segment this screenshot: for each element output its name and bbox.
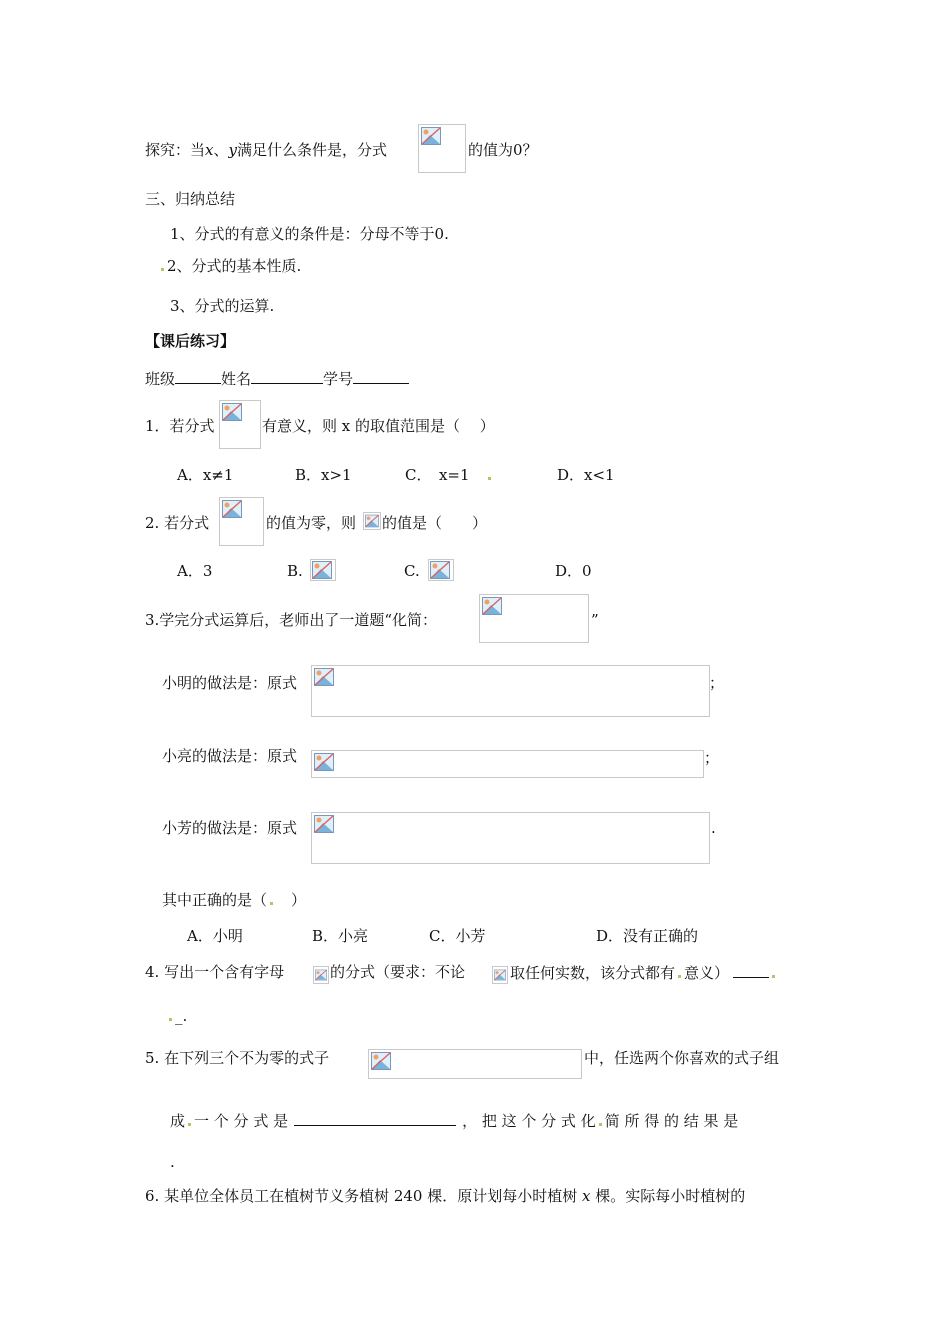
q5-line2 xyxy=(170,1110,738,1131)
broken-image-icon xyxy=(314,668,334,686)
broken-image-icon xyxy=(494,969,506,981)
q4-answer-blank[interactable] xyxy=(733,962,769,978)
q3-fang-end: . xyxy=(711,819,716,837)
broken-image-icon xyxy=(222,403,242,421)
q5-part1: 5. 在下列三个不为零的式子 xyxy=(145,1049,330,1067)
q5-fraction-blank[interactable] xyxy=(294,1110,456,1126)
summary-heading: 三、归纳总结 xyxy=(145,190,236,208)
q4-part3-line xyxy=(510,962,778,983)
broken-image-icon xyxy=(312,561,332,579)
q3-option-a[interactable]: A．小明 xyxy=(187,927,243,945)
explore-line xyxy=(145,140,387,160)
marker-dot xyxy=(599,1123,602,1126)
fraction-image xyxy=(418,124,466,173)
q3-liang-label: 小亮的做法是：原式 xyxy=(162,747,298,765)
explore-lead: 探究：当 xyxy=(145,141,206,159)
q2-variable-image xyxy=(363,512,381,530)
marker-dot xyxy=(169,1018,172,1021)
q1-fraction-image xyxy=(219,400,261,449)
separator: 、 xyxy=(213,141,229,159)
q1-prefix: 1．若分式 xyxy=(145,417,215,435)
q2-option-c[interactable]: C. xyxy=(404,562,420,580)
broken-image-icon xyxy=(430,561,450,579)
q2-fraction-image xyxy=(219,497,264,546)
q4-letter-image-2 xyxy=(492,966,508,984)
broken-image-icon xyxy=(314,815,334,833)
q2-option-c-image xyxy=(428,559,454,581)
q5-line3: . xyxy=(170,1153,175,1171)
name-label: 姓名 xyxy=(221,370,252,388)
q6-part2: 棵。实际每小时植树的 xyxy=(595,1187,746,1205)
class-label: 班级 xyxy=(145,370,176,388)
q5-expressions-image xyxy=(368,1049,582,1079)
summary-item-1: 1、分式的有意义的条件是：分母不等于0. xyxy=(170,225,449,243)
broken-image-icon xyxy=(371,1052,391,1070)
q5-line2c: ， 把 这 个 分 式 化 xyxy=(462,1112,596,1130)
q4-cont-line xyxy=(166,1006,187,1026)
marker-dot xyxy=(188,1123,191,1126)
id-blank[interactable] xyxy=(353,368,409,384)
q3-stem: 3.学完分式运算后，老师出了一道题“化简： xyxy=(145,611,437,629)
q4-part1: 4. 写出一个含有字母 xyxy=(145,963,285,981)
q2-suffix: 的值是（ ） xyxy=(382,514,488,532)
summary-item-2: 2、分式的基本性质. xyxy=(167,257,302,275)
q4-part4: 意义） xyxy=(684,964,730,982)
q3-which-line xyxy=(162,890,306,910)
q4-part2: 的分式（要求：不论 xyxy=(330,963,466,981)
practice-heading: 【课后练习】 xyxy=(145,332,236,350)
explore-tail: 的值为0？ xyxy=(468,141,538,159)
q4-cont: _. xyxy=(175,1007,188,1025)
q4-letter-image xyxy=(313,966,329,984)
q3-ming-work-image xyxy=(311,665,710,717)
q3-ming-label: 小明的做法是：原式 xyxy=(162,674,298,692)
broken-image-icon xyxy=(315,969,327,981)
broken-image-icon xyxy=(222,500,242,518)
q2-option-b-image xyxy=(310,559,336,581)
q2-middle: 的值为零，则 xyxy=(266,514,357,532)
q3-ming-end: ； xyxy=(709,674,725,692)
q1-option-b[interactable]: B．x>1 xyxy=(295,466,352,484)
q5-line2b: 一 个 分 式 是 xyxy=(194,1112,289,1130)
summary-item-2-line xyxy=(158,256,301,276)
marker-dot xyxy=(488,477,491,480)
q2-prefix: 2. 若分式 xyxy=(145,514,210,532)
q3-fang-label: 小芳的做法是：原式 xyxy=(162,819,298,837)
marker-dot-wrap xyxy=(485,465,494,485)
var-x: x xyxy=(205,141,214,159)
q3-option-d[interactable]: D．没有正确的 xyxy=(596,927,699,945)
broken-image-icon xyxy=(314,753,334,771)
q3-which-end: ） xyxy=(276,891,307,909)
q3-liang-work-image xyxy=(311,750,704,778)
q5-part2: 中，任选两个你喜欢的式子组 xyxy=(584,1049,780,1067)
var-y: y xyxy=(228,141,237,159)
q3-stem-end: ” xyxy=(591,611,599,629)
class-blank[interactable] xyxy=(175,368,221,384)
q2-option-b[interactable]: B. xyxy=(287,562,303,580)
q2-option-d[interactable]: D．0 xyxy=(555,562,592,580)
name-blank[interactable] xyxy=(251,368,323,384)
q3-expression-image xyxy=(479,594,589,643)
marker-dot xyxy=(161,268,164,271)
marker-dot xyxy=(270,902,273,905)
q4-part3: 取任何实数，该分式都有 xyxy=(510,964,676,982)
q6-line xyxy=(145,1186,745,1206)
q6-part1: 6. 某单位全体员工在植树节义务植树 240 棵．原计划每小时植树 xyxy=(145,1187,578,1205)
q3-which: 其中正确的是（ xyxy=(162,891,268,909)
q1-option-a[interactable]: A．x≠1 xyxy=(177,466,234,484)
q2-option-a[interactable]: A．3 xyxy=(177,562,213,580)
student-info-line xyxy=(145,368,409,389)
q5-line2d: 简 所 得 的 结 果 是 xyxy=(604,1112,739,1130)
var-x: x xyxy=(582,1187,591,1205)
q3-fang-work-image xyxy=(311,812,710,864)
q1-option-d[interactable]: D．x<1 xyxy=(557,466,615,484)
marker-dot xyxy=(772,975,775,978)
q1-suffix: 有意义，则 x 的取值范围是（ ） xyxy=(262,417,495,435)
broken-image-icon xyxy=(421,127,441,145)
explore-mid: 满足什么条件是，分式 xyxy=(236,141,387,159)
summary-item-3: 3、分式的运算. xyxy=(170,297,275,315)
broken-image-icon xyxy=(482,597,502,615)
q3-option-b[interactable]: B．小亮 xyxy=(312,927,369,945)
q3-option-c[interactable]: C．小芳 xyxy=(429,927,486,945)
broken-image-icon xyxy=(365,514,379,528)
q1-option-c[interactable]: C． x=1 xyxy=(405,466,470,484)
marker-dot xyxy=(678,975,681,978)
q3-liang-end: ； xyxy=(704,749,720,767)
id-label: 学号 xyxy=(323,370,354,388)
q5-line2a: 成 xyxy=(170,1112,186,1130)
